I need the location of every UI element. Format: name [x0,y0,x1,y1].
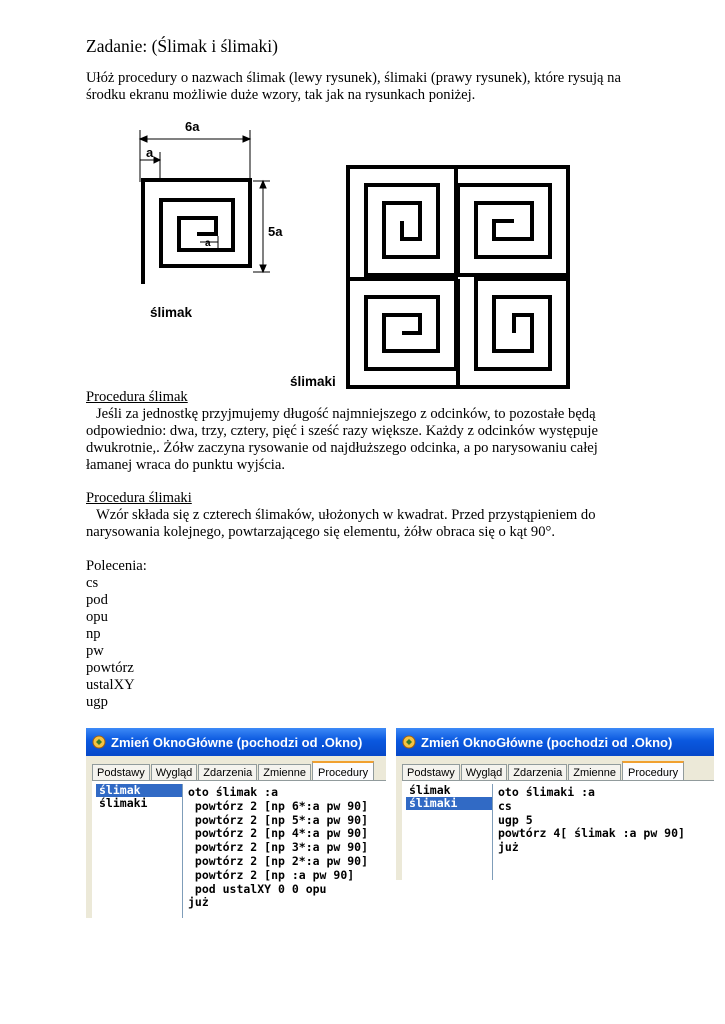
command-item: powtórz [86,660,134,676]
command-item: opu [86,609,108,625]
section-line: dwukrotnie,. Żółw zaczyna rysowanie od najdłuższego odcinka, a po narysowaniu całej [86,440,598,456]
label-a: a [146,145,154,160]
code-line: pod ustalXY 0 0 opu [188,881,327,896]
code-line: cs [498,798,512,813]
label-5a: 5a [268,224,283,239]
editor-window-slimaki [396,728,714,880]
section-line: narysowania kolejnego, powtarzającego się elementu, żółw obraca się o kąt 90°. [86,524,556,540]
code-line: ugp 5 [498,812,533,827]
code-line: oto ślimaki :a [498,785,595,799]
intro-line: Ułóż procedury o nazwach ślimak (lewy rysunek), ślimaki (prawy rysunek), które rysują na [86,70,621,86]
code-line: powtórz 2 [np 6*:a pw 90] [188,798,369,813]
tab-zdarzenia[interactable]: Zdarzenia [198,764,257,783]
intro-line: środku ekranu możliwie duże wzory, tak jak na rysunkach poniżej. [86,87,476,103]
arrow-head [260,181,266,188]
tab-podstawy[interactable]: Podstawy [92,764,150,783]
code-line: powtórz 2 [np 2*:a pw 90] [188,853,369,868]
tab-podstawy[interactable]: Podstawy [402,764,460,783]
slimaki-caption: ślimaki [290,374,336,389]
window-titlebar[interactable] [86,728,386,756]
arrow-head [140,136,147,142]
section-slimak [86,389,646,474]
intro-paragraph [86,70,646,104]
arrow-head [154,157,160,163]
app-icon [92,735,106,749]
code-line: powtórz 2 [np 3*:a pw 90] [188,840,369,855]
section-line: łamanej wraca do punktu wyjścia. [86,457,285,473]
section-line: odpowiednio: dwa, trzy, cztery, pięć i sześć razy większe. Każdy z odcinków występuje [86,423,598,439]
procedure-item-slimaki[interactable]: ślimaki [99,796,148,810]
code-line: oto ślimak :a [188,785,279,799]
tab-zmienne[interactable]: Zmienne [258,764,311,783]
window-titlebar[interactable] [396,728,714,756]
label-6a: 6a [185,119,200,134]
command-item: pod [86,592,108,608]
arrow-head [260,265,266,272]
command-item: np [86,626,101,642]
command-item: ugp [86,694,108,710]
code-line: powtórz 2 [np 5*:a pw 90] [188,812,369,827]
window-title: Zmień OknoGłówne (pochodzi od .Okno) [111,734,363,750]
command-item: cs [86,575,99,591]
tab-procedury[interactable]: Procedury [622,761,684,783]
editor-window-slimak [86,728,386,918]
commands-heading: Polecenia: [86,558,147,574]
procedure-list [96,784,183,918]
section-heading: Procedura ślimak [86,389,188,405]
command-item: pw [86,643,104,659]
tab-zmienne[interactable]: Zmienne [568,764,621,783]
procedure-item-slimak[interactable]: ślimak [96,784,182,797]
code-editor[interactable] [498,786,685,855]
code-line: już [498,840,519,855]
snail-top-right [458,167,568,275]
commands-list [86,558,147,711]
tab-procedury[interactable]: Procedury [312,761,374,783]
code-line: powtórz 2 [np 4*:a pw 90] [188,826,369,841]
page-title: Zadanie: (Ślimak i ślimaki) [86,36,278,56]
section-line: Jeśli za jednostkę przyjmujemy długość najmniejszego z odcinków, to pozostałe będą [96,406,596,422]
slimak-spiral [143,180,250,284]
section-heading: Procedura ślimaki [86,490,192,506]
tab-wyglad[interactable]: Wygląd [151,764,198,783]
procedure-item-slimaki[interactable]: ślimaki [406,797,492,810]
slimaki-figure [285,155,580,395]
code-line: już [188,895,209,910]
code-editor[interactable] [188,786,368,910]
section-slimaki [86,490,646,541]
snail-bottom-right [458,279,568,387]
command-item: ustalXY [86,677,135,693]
code-line: powtórz 4[ ślimak :a pw 90] [498,826,685,841]
app-icon [402,735,416,749]
procedure-list [406,784,493,880]
procedures-panel [402,780,714,880]
section-line: Wzór składa się z czterech ślimaków, ułożonych w kwadrat. Przed przystąpieniem do [96,507,596,523]
code-line: powtórz 2 [np :a pw 90] [188,867,355,882]
snail-bottom-left [348,279,456,387]
tab-wyglad[interactable]: Wygląd [461,764,508,783]
procedure-item-slimak[interactable]: ślimak [409,783,451,797]
snail-top-left [348,167,456,277]
window-title: Zmień OknoGłówne (pochodzi od .Okno) [421,734,673,750]
procedures-panel [92,780,386,918]
slimak-caption: ślimak [150,305,193,320]
arrow-head [243,136,250,142]
label-inner-a: a [205,238,211,249]
tab-zdarzenia[interactable]: Zdarzenia [508,764,567,783]
